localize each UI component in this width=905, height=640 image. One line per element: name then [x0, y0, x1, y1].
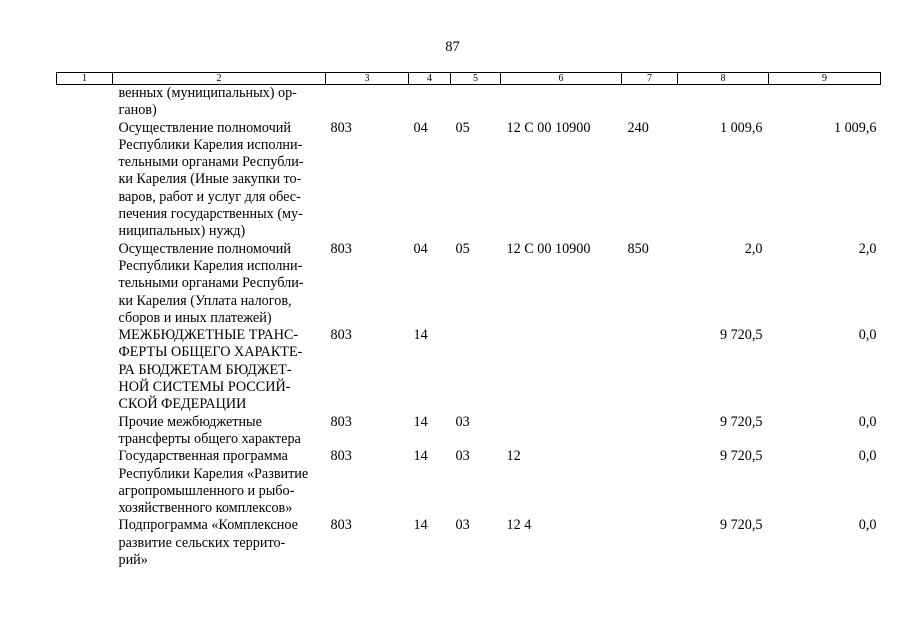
row-name-cell: венных (муниципальных) ор- ганов): [118, 85, 297, 119]
amount-col9-cell: 0,0: [858, 327, 877, 344]
amount-col8-cell: 1 009,6: [719, 119, 763, 136]
column-header: 7: [622, 73, 678, 85]
expense-type-cell: [622, 85, 678, 120]
expense-type-cell: [622, 327, 678, 413]
row-index-cell: [57, 120, 113, 241]
column-header: 4: [409, 73, 451, 85]
amount-col9-cell: 0,0: [858, 517, 877, 534]
column-header: 3: [326, 73, 409, 85]
amount-col8-cell: 9 720,5: [719, 413, 763, 430]
amount-col9-cell: 1 009,6: [833, 119, 877, 136]
ministry-code-cell: 803: [330, 240, 352, 257]
column-header: 9: [769, 73, 881, 85]
column-header: 2: [113, 73, 326, 85]
row-name-cell: МЕЖБЮДЖЕТНЫЕ ТРАНС- ФЕРТЫ ОБЩЕГО ХАРАКТЕ- РА БЮДЖЕТАМ БЮДЖЕТ- НОЙ СИСТЕМЫ РОССИЙ- СКОЙ ФЕДЕРАЦИИ: [118, 327, 303, 413]
target-article-cell: 12 4: [506, 517, 532, 534]
expense-type-cell: [622, 517, 678, 569]
ministry-code-cell: 803: [330, 517, 352, 534]
target-article-cell: 12: [506, 448, 521, 465]
subsection-code-cell: 05: [455, 119, 470, 136]
expense-type-cell: 850: [627, 240, 649, 257]
subsection-code-cell: 05: [455, 240, 470, 257]
row-name-cell: Подпрограмма «Комплексное развитие сельских террито- рий»: [118, 517, 298, 569]
expense-type-cell: [622, 448, 678, 517]
amount-col9-cell: [769, 85, 881, 120]
table-row: [57, 85, 881, 120]
target-article-cell: [501, 327, 622, 413]
section-code-cell: [409, 85, 451, 120]
table-row: [57, 448, 881, 517]
section-code-cell: 14: [413, 517, 428, 534]
row-index-cell: [57, 517, 113, 569]
page-number: 87: [445, 39, 460, 55]
amount-col8-cell: 9 720,5: [719, 517, 763, 534]
ministry-code-cell: 803: [330, 413, 352, 430]
table-row: [57, 120, 881, 241]
ministry-code-cell: 803: [330, 448, 352, 465]
table-row: [57, 414, 881, 449]
table-body: [57, 85, 881, 570]
target-article-cell: 12 С 00 10900: [506, 240, 591, 257]
ministry-code-cell: 803: [330, 119, 352, 136]
column-header: 1: [57, 73, 113, 85]
section-code-cell: 14: [413, 448, 428, 465]
row-name-cell: Прочие межбюджетные трансферты общего характера: [118, 413, 301, 447]
table-header: [57, 73, 881, 85]
expense-type-cell: 240: [627, 119, 649, 136]
subsection-code-cell: [451, 85, 501, 120]
row-index-cell: [57, 241, 113, 327]
ministry-code-cell: [326, 85, 409, 120]
amount-col9-cell: 2,0: [858, 240, 877, 257]
header-row: [57, 73, 881, 85]
budget-table: [56, 72, 881, 569]
subsection-code-cell: 03: [455, 517, 470, 534]
row-index-cell: [57, 327, 113, 413]
row-index-cell: [57, 85, 113, 120]
section-code-cell: 04: [413, 119, 428, 136]
amount-col8-cell: 2,0: [744, 240, 763, 257]
table-row: [57, 241, 881, 327]
amount-col8-cell: [678, 85, 769, 120]
section-code-cell: 14: [413, 327, 428, 344]
subsection-code-cell: 03: [455, 413, 470, 430]
subsection-code-cell: [451, 327, 501, 413]
amount-col9-cell: 0,0: [858, 448, 877, 465]
amount-col8-cell: 9 720,5: [719, 327, 763, 344]
target-article-cell: [501, 85, 622, 120]
amount-col9-cell: 0,0: [858, 413, 877, 430]
row-name-cell: Осуществление полномочий Республики Карелия исполни- тельными органами Республи- ки Карелия (Иные закупки то- варов, работ и услуг для обес- печения государственных (му- ниципальных) нужд): [118, 119, 304, 240]
subsection-code-cell: 03: [455, 448, 470, 465]
ministry-code-cell: 803: [330, 327, 352, 344]
row-index-cell: [57, 414, 113, 449]
row-name-cell: Осуществление полномочий Республики Карелия исполни- тельными органами Республи- ки Карелия (Уплата налогов, сборов и иных платежей): [118, 240, 304, 326]
expense-type-cell: [622, 414, 678, 449]
column-header: 5: [451, 73, 501, 85]
row-name-cell: Государственная программа Республики Карелия «Развитие агропромышленного и рыбо- хозяйственного комплексов»: [118, 448, 309, 517]
target-article-cell: [501, 414, 622, 449]
column-header: 8: [678, 73, 769, 85]
column-header: 6: [501, 73, 622, 85]
section-code-cell: 14: [413, 413, 428, 430]
target-article-cell: 12 С 00 10900: [506, 119, 591, 136]
table-row: [57, 327, 881, 413]
amount-col8-cell: 9 720,5: [719, 448, 763, 465]
row-index-cell: [57, 448, 113, 517]
table-row: [57, 517, 881, 569]
section-code-cell: 04: [413, 240, 428, 257]
